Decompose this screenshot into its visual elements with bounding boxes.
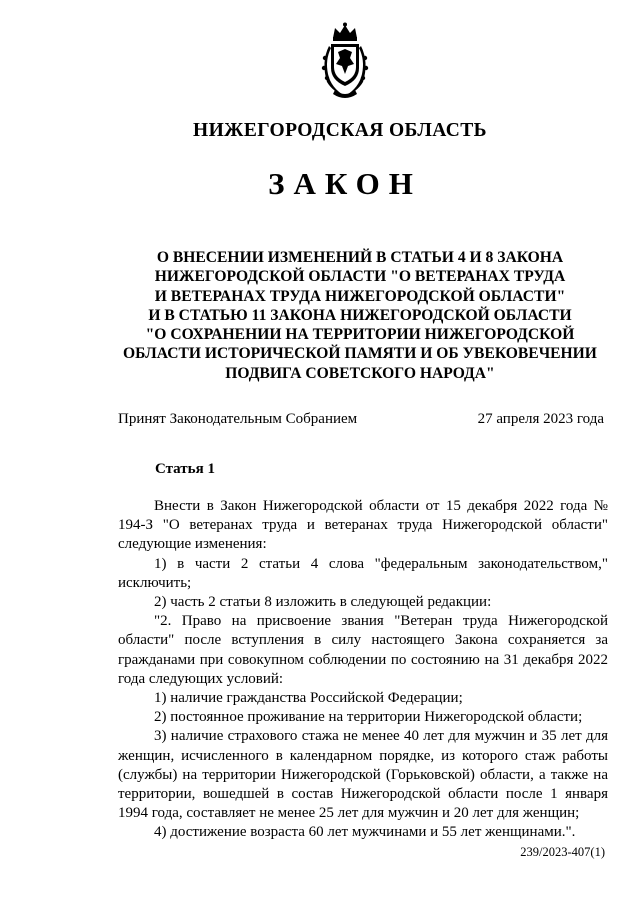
document-type: ЗАКОН	[268, 166, 422, 201]
article-paragraph: 4) достижение возраста 60 лет мужчинами и 55 лет женщинами.".	[154, 824, 576, 841]
article-heading: Статья 1	[155, 461, 215, 477]
region-name: НИЖЕГОРОДСКАЯ ОБЛАСТЬ	[193, 120, 487, 141]
document-code: 239/2023-407(1)	[520, 845, 605, 859]
article-paragraph: 1) наличие гражданства Российской Федерации;	[154, 690, 463, 707]
article-paragraph: "2. Право на присвоение звания "Ветеран труда Нижегородской области" после вступления в силу настоящего Закона сохраняется за гражданами при совокупном соблюдении по состоянию на 31 декабря 2022 года следующих условий:	[118, 613, 608, 687]
article-paragraph: 3) наличие страхового стажа не менее 40 лет для мужчин и 35 лет для женщин, исчисленного в календарном порядке, из которого стаж работы (службы) на территории Нижегородской (Горьковской) области, а также на территории, вошедшей в состав Нижегородской области после 1 января 1994 года, составляет не менее 25 лет для мужчин и 20 лет для женщин;	[118, 728, 608, 822]
law-title-line: И В СТАТЬЮ 11 ЗАКОНА НИЖЕГОРОДСКОЙ ОБЛАСТИ	[148, 306, 572, 324]
coat-of-arms-icon	[319, 22, 371, 100]
law-title-line: ПОДВИГА СОВЕТСКОГО НАРОДА"	[225, 364, 495, 382]
adoption-date: 27 апреля 2023 года	[477, 411, 604, 427]
adopted-by: Принят Законодательным Собранием	[118, 411, 358, 427]
law-title-line: О ВНЕСЕНИИ ИЗМЕНЕНИЙ В СТАТЬИ 4 И 8 ЗАКОНА	[156, 249, 564, 266]
law-title-line: ОБЛАСТИ ИСТОРИЧЕСКОЙ ПАМЯТИ И ОБ УВЕКОВЕЧЕНИИ	[123, 345, 597, 363]
law-title-line: И ВЕТЕРАНАХ ТРУДА НИЖЕГОРОДСКОЙ ОБЛАСТИ"	[154, 287, 566, 305]
article-paragraph: 2) часть 2 статьи 8 изложить в следующей редакции:	[154, 594, 492, 611]
article-paragraph: Внести в Закон Нижегородской области от 15 декабря 2022 года № 194-З "О ветеранах труда и ветеранах труда Нижегородской области" следующие изменения:	[118, 498, 608, 553]
article-paragraph: 1) в части 2 статьи 4 слова "федеральным законодательством," исключить;	[118, 555, 608, 591]
article-body	[118, 497, 608, 843]
law-title	[100, 248, 620, 383]
law-title-line: НИЖЕГОРОДСКОЙ ОБЛАСТИ "О ВЕТЕРАНАХ ТРУДА	[154, 268, 566, 286]
law-title-line: "О СОХРАНЕНИИ НА ТЕРРИТОРИИ НИЖЕГОРОДСКОЙ	[145, 326, 575, 344]
article-paragraph: 2) постоянное проживание на территории Нижегородской области;	[154, 709, 583, 726]
